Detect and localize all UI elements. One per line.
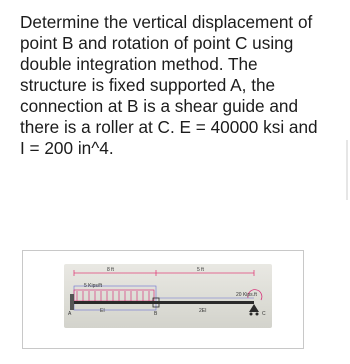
roller-support-icon	[249, 304, 259, 312]
left-member-outline	[74, 286, 156, 310]
figure-card	[22, 250, 304, 349]
distributed-load-box	[74, 290, 154, 301]
distributed-load-arrows	[77, 291, 149, 301]
span-left-label: 8 ft	[107, 267, 114, 273]
fixed-support-icon	[70, 294, 74, 310]
point-b-label: B	[154, 311, 158, 317]
beam-diagram-photo	[64, 264, 272, 328]
span-right-label: 5 ft	[197, 267, 204, 273]
page-edge-shadow	[346, 140, 348, 200]
point-a-label: A	[68, 311, 72, 317]
question-text: Determine the vertical displacement of point B and rotation of point C using double integration method. The structure is fixed supported A, the connection at B is a shear guide and there is a roller at C. E = 40000 ksi and I = 200 in^4.	[20, 12, 318, 158]
right-stiffness-label: 2EI	[199, 308, 207, 314]
point-c-label: C	[262, 311, 266, 317]
distributed-load-label: 5 Kips/ft	[84, 283, 103, 289]
beam-right-segment	[156, 301, 254, 304]
left-stiffness-label: EI	[100, 308, 105, 314]
point-load-label: 20 Kips.ft	[236, 292, 257, 298]
beam-left-segment	[74, 301, 156, 304]
